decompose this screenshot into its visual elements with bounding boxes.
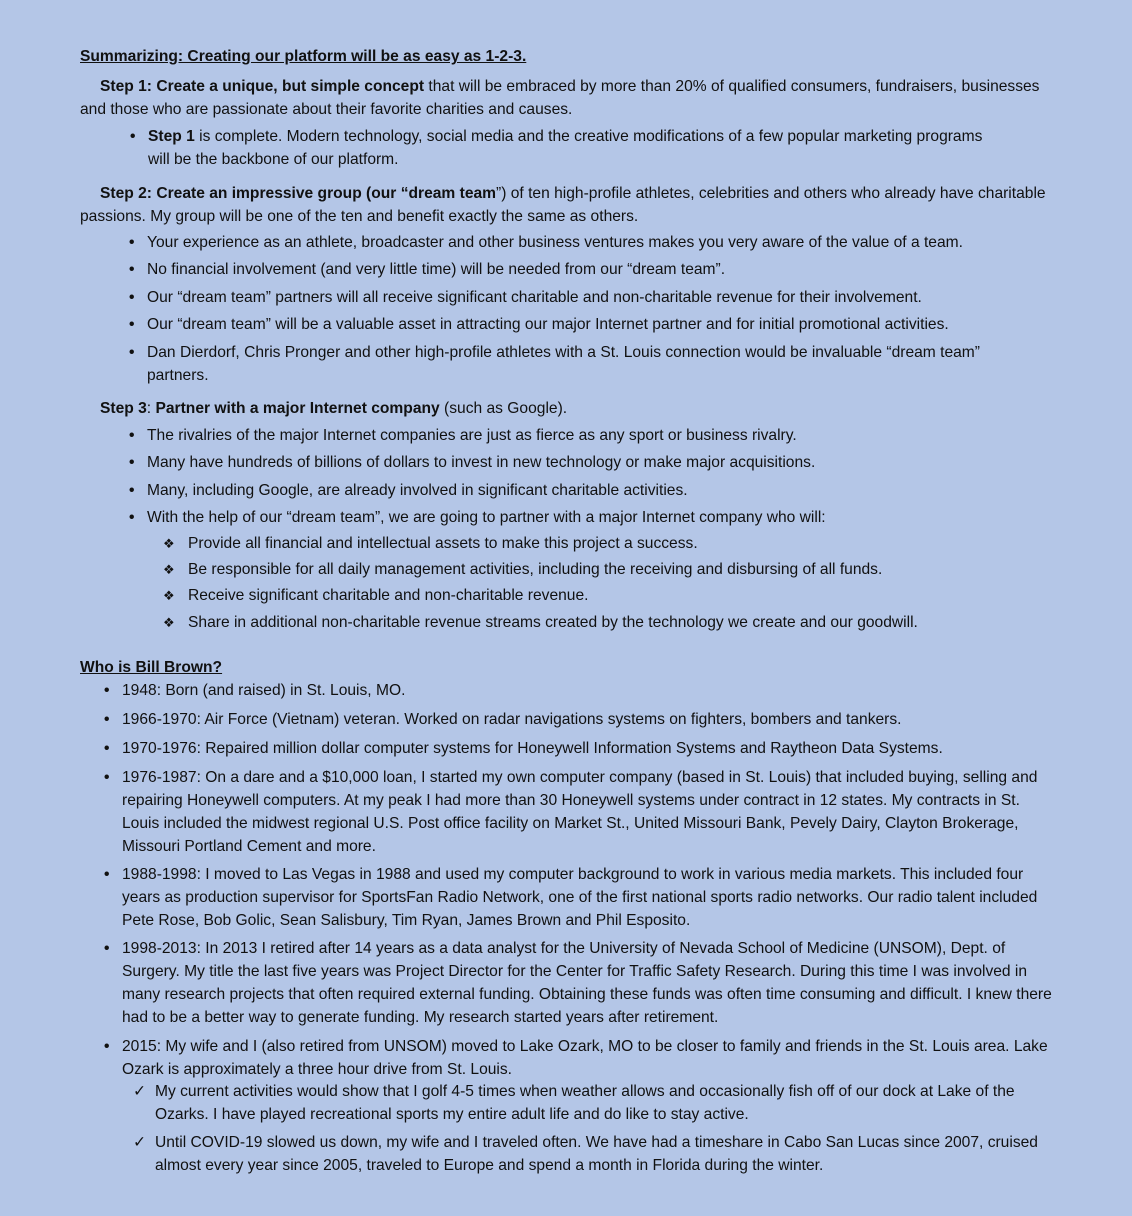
step2-bullet-text: No financial involvement (and very little time) will be needed from our “dream team”. bbox=[147, 261, 726, 278]
sub-bullet-text: Be responsible for all daily management activities, including the receiving and disbursing of all funds. bbox=[188, 561, 883, 578]
bullet-marker: • bbox=[129, 234, 135, 251]
bio-check-item bbox=[133, 1131, 1055, 1177]
bio-item-text: 1948: Born (and raised) in St. Louis, MO. bbox=[122, 682, 406, 699]
step3-sub-bullet bbox=[163, 558, 1118, 581]
diamond-bullet-icon: ❖ bbox=[163, 536, 175, 551]
sub-bullet-text: Provide all financial and intellectual assets to make this project a success. bbox=[188, 535, 698, 552]
bullet-marker: • bbox=[104, 682, 110, 699]
sub-bullet-text: Share in additional non-charitable revenue streams created by the technology we create and our goodwill. bbox=[188, 614, 918, 631]
bio-item bbox=[104, 708, 1052, 731]
bio-item bbox=[104, 863, 1052, 932]
diamond-bullet-icon: ❖ bbox=[163, 615, 175, 630]
step3-sub-bullet bbox=[163, 611, 1118, 634]
bio-item-text: 1970-1976: Repaired million dollar computer systems for Honeywell Information Systems and Raytheon Data Systems. bbox=[122, 740, 943, 757]
step2-title: Step 2: Create an impressive group (our “dream team bbox=[100, 185, 497, 202]
bullet-marker: • bbox=[130, 128, 136, 145]
summary-heading: Summarizing: Creating our platform will be as easy as 1-2-3. bbox=[80, 48, 527, 65]
step1-bullet bbox=[130, 125, 1008, 171]
bio-item-text: 1998-2013: In 2013 I retired after 14 years as a data analyst for the University of Nevada School of Medicine (UNSOM), Dept. of Surgery. My title the last five years was Project Director for the Center for Traffic Safety Research. During this time I was involved in many research projects that often required external funding. Obtaining these funds was often time consuming and difficult. I knew there had to be a better way to generate funding. My research started years after retirement. bbox=[122, 940, 1052, 1026]
check-item-text: Until COVID-19 slowed us down, my wife and I traveled often. We have had a timeshare in Cabo San Lucas since 2007, cruised almost every year since 2005, traveled to Europe and spend a month in Florida during the winter. bbox=[155, 1134, 1038, 1174]
step1-bullet-text: is complete. Modern technology, social media and the creative modifications of a few popular marketing programs will be the backbone of our platform. bbox=[148, 128, 983, 168]
bullet-marker: • bbox=[129, 316, 135, 333]
step3-sub-bullet bbox=[163, 532, 1118, 555]
bullet-marker: • bbox=[104, 740, 110, 757]
bullet-marker: • bbox=[129, 344, 135, 361]
step3-label: Step 3 bbox=[100, 400, 147, 417]
bio-item bbox=[104, 1035, 1052, 1081]
bio-item bbox=[104, 737, 1052, 760]
bio-check-item bbox=[133, 1080, 1055, 1126]
step3-bullet bbox=[129, 506, 1077, 529]
step3-bullet-text: The rivalries of the major Internet companies are just as fierce as any sport or business rivalry. bbox=[147, 427, 797, 444]
bio-item-text: 1988-1998: I moved to Las Vegas in 1988 and used my computer background to work in various media markets. This included four years as production supervisor for SportsFan Radio Network, one of the first national sports radio networks. Our radio talent included Pete Rose, Bob Golic, Sean Salisbury, Tim Ryan, James Brown and Phil Esposito. bbox=[122, 866, 1038, 929]
step3-bullet-text: With the help of our “dream team”, we are going to partner with a major Internet company who will: bbox=[147, 509, 826, 526]
step2-text: ”) of ten high-profile athletes, celebrities and others who already have charitable passions. My group will be one of the ten and benefit exactly the same as others. bbox=[80, 185, 1046, 225]
bio-item bbox=[104, 937, 1052, 1029]
step3-bullet-text: Many have hundreds of billions of dollars to invest in new technology or make major acquisitions. bbox=[147, 454, 816, 471]
bio-heading: Who is Bill Brown? bbox=[80, 659, 223, 676]
diamond-bullet-icon: ❖ bbox=[163, 588, 175, 603]
diamond-bullet-icon: ❖ bbox=[163, 562, 175, 577]
bullet-marker: • bbox=[104, 866, 110, 883]
step3-bullet bbox=[129, 424, 1077, 447]
step2-bullet bbox=[129, 231, 1077, 254]
step3-sub-bullet bbox=[163, 584, 1118, 607]
bio-item-text: 1966-1970: Air Force (Vietnam) veteran. Worked on radar navigations systems on fighters, bombers and tankers. bbox=[122, 711, 902, 728]
step2-bullet bbox=[129, 313, 1077, 336]
bullet-marker: • bbox=[129, 289, 135, 306]
step3-bullet bbox=[129, 451, 1077, 474]
bullet-marker: • bbox=[129, 482, 135, 499]
bullet-marker: • bbox=[129, 509, 135, 526]
bullet-marker: • bbox=[104, 711, 110, 728]
check-item-text: My current activities would show that I golf 4-5 times when weather allows and occasionally fish off of our dock at Lake of the Ozarks. I have played recreational sports my entire adult life and do like to stay active. bbox=[155, 1083, 1015, 1123]
step3-paragraph: Step 3: Partner with a major Internet company (such as Google). bbox=[100, 400, 568, 417]
bio-item bbox=[104, 679, 1052, 702]
step3-bullet-text: Many, including Google, are already involved in significant charitable activities. bbox=[147, 482, 688, 499]
step3-text: (such as Google). bbox=[439, 400, 568, 417]
step2-bullet-text: Our “dream team” will be a valuable asset in attracting our major Internet partner and for initial promotional activities. bbox=[147, 316, 949, 333]
bullet-marker: • bbox=[129, 261, 135, 278]
step1-paragraph bbox=[80, 75, 1060, 121]
checkmark-icon: ✓ bbox=[133, 1083, 147, 1100]
step1-text: that will be embraced by more than 20% of qualified consumers, fundraisers, businesses and those who are passionate about their favorite charities and causes. bbox=[80, 78, 1040, 118]
step1-title: Step 1: Create a unique, but simple concept bbox=[100, 78, 425, 95]
step2-bullet-text: Dan Dierdorf, Chris Pronger and other high-profile athletes with a St. Louis connection would be invaluable “dream team” partners. bbox=[147, 344, 980, 384]
bullet-marker: • bbox=[104, 1038, 110, 1055]
bullet-marker: • bbox=[129, 427, 135, 444]
bullet-marker: • bbox=[104, 940, 110, 957]
bullet-marker: • bbox=[104, 769, 110, 786]
step2-bullet bbox=[129, 341, 1022, 387]
checkmark-icon: ✓ bbox=[133, 1134, 147, 1151]
step3-title: Partner with a major Internet company bbox=[155, 400, 440, 417]
bullet-marker: • bbox=[129, 454, 135, 471]
bio-item-text: 1976-1987: On a dare and a $10,000 loan, I started my own computer company (based in St. Louis) that included buying, selling and repairing Honeywell computers. At my peak I had more than 30 Honeywell systems under contract in 12 states. My contracts in St. Louis included the midwest regional U.S. Post office facility on Market St., United Missouri Bank, Pevely Dairy, Clayton Brokerage, Missouri Portland Cement and more. bbox=[122, 769, 1038, 855]
step2-bullet bbox=[129, 286, 1077, 309]
step2-bullet-text: Our “dream team” partners will all receive significant charitable and non-charitable revenue for their involvement. bbox=[147, 289, 922, 306]
step2-bullet-text: Your experience as an athlete, broadcaster and other business ventures makes you very aware of the value of a team. bbox=[147, 234, 963, 251]
step3-bullet bbox=[129, 479, 1077, 502]
bio-item-text: 2015: My wife and I (also retired from UNSOM) moved to Lake Ozark, MO to be closer to family and friends in the St. Louis area. Lake Ozark is approximately a three hour drive from St. Louis. bbox=[122, 1038, 1048, 1078]
step2-paragraph bbox=[80, 182, 1060, 228]
step2-bullet bbox=[129, 258, 1077, 281]
bio-item bbox=[104, 766, 1052, 858]
sub-bullet-text: Receive significant charitable and non-charitable revenue. bbox=[188, 587, 589, 604]
step1-bullet-bold: Step 1 bbox=[148, 128, 195, 145]
